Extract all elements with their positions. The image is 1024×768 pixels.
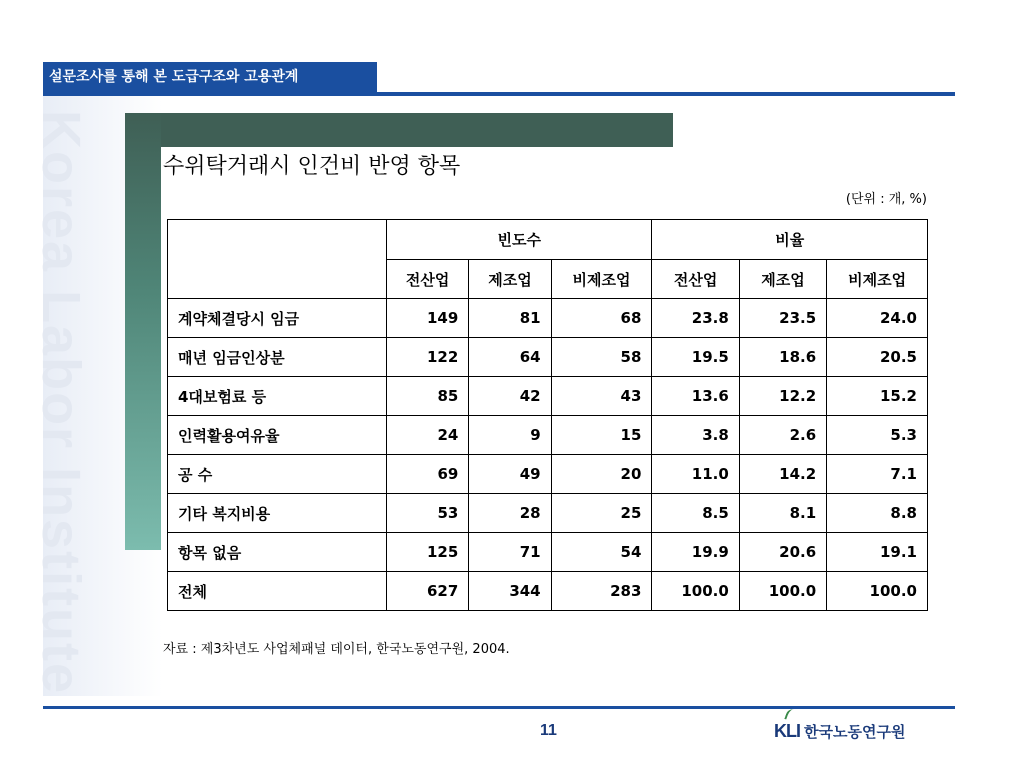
table-cell: 9: [469, 416, 551, 455]
table-cell: 53: [387, 494, 469, 533]
table-cell: 24.0: [827, 299, 928, 338]
table-cell: 24: [387, 416, 469, 455]
table-row: [168, 416, 928, 455]
table-header-row: [168, 220, 928, 260]
column-header: 제조업: [469, 260, 551, 299]
table-cell: 3.8: [652, 416, 739, 455]
column-header: 비제조업: [551, 260, 652, 299]
page-number: 11: [540, 722, 557, 739]
source-note: 자료 : 제3차년도 사업체패널 데이터, 한국노동연구원, 2004.: [163, 638, 683, 657]
header-divider: [43, 92, 955, 96]
row-label: 인력활용여유율: [168, 416, 387, 455]
table-cell: 20.5: [827, 338, 928, 377]
table-row: [168, 455, 928, 494]
table-cell: 14.2: [739, 455, 826, 494]
table-cell: 13.6: [652, 377, 739, 416]
table-row: [168, 377, 928, 416]
corner-cell: [168, 220, 387, 299]
table-cell: 71: [469, 533, 551, 572]
table-cell: 23.5: [739, 299, 826, 338]
table-cell: 8.1: [739, 494, 826, 533]
column-header: 비제조업: [827, 260, 928, 299]
kli-logo: [774, 721, 905, 742]
table-cell: 5.3: [827, 416, 928, 455]
table-cell: 42: [469, 377, 551, 416]
row-label: 전체: [168, 572, 387, 611]
data-table: [167, 219, 928, 611]
table-cell: 8.5: [652, 494, 739, 533]
table-cell: 49: [469, 455, 551, 494]
table-cell: 85: [387, 377, 469, 416]
section-title: 설문조사를 통해 본 도급구조와 고용관계: [43, 62, 377, 92]
table-row: [168, 494, 928, 533]
table-cell: 25: [551, 494, 652, 533]
table-cell: 100.0: [827, 572, 928, 611]
table-cell: 15: [551, 416, 652, 455]
row-label: 계약체결당시 임금: [168, 299, 387, 338]
table-cell: 58: [551, 338, 652, 377]
table-row: [168, 533, 928, 572]
table-cell: 627: [387, 572, 469, 611]
row-label: 4대보험료 등: [168, 377, 387, 416]
column-header: 제조업: [739, 260, 826, 299]
column-header: 전산업: [387, 260, 469, 299]
table-cell: 15.2: [827, 377, 928, 416]
table-cell: 19.1: [827, 533, 928, 572]
table-cell: 64: [469, 338, 551, 377]
table-row-total: [168, 572, 928, 611]
table-cell: 122: [387, 338, 469, 377]
table-cell: 344: [469, 572, 551, 611]
column-header: 전산업: [652, 260, 739, 299]
table-row: [168, 338, 928, 377]
table-cell: 23.8: [652, 299, 739, 338]
table-cell: 43: [551, 377, 652, 416]
row-label: 기타 복지비용: [168, 494, 387, 533]
table-cell: 28: [469, 494, 551, 533]
table-cell: 125: [387, 533, 469, 572]
table-cell: 20.6: [739, 533, 826, 572]
row-label: 공 수: [168, 455, 387, 494]
table-cell: 69: [387, 455, 469, 494]
table-cell: 2.6: [739, 416, 826, 455]
table-cell: 11.0: [652, 455, 739, 494]
table-cell: 100.0: [652, 572, 739, 611]
table-row: [168, 299, 928, 338]
group-header-frequency: 빈도수: [387, 220, 652, 260]
table-cell: 81: [469, 299, 551, 338]
table-cell: 68: [551, 299, 652, 338]
table-cell: 19.5: [652, 338, 739, 377]
footer-divider: [43, 706, 955, 709]
table-cell: 54: [551, 533, 652, 572]
logo-mark: [774, 721, 800, 742]
table-cell: 18.6: [739, 338, 826, 377]
row-label: 매년 임금인상분: [168, 338, 387, 377]
watermark-text: Korea Labor Institute: [31, 110, 91, 696]
table-cell: 100.0: [739, 572, 826, 611]
table-cell: 7.1: [827, 455, 928, 494]
side-decor-bar: [125, 113, 161, 550]
table-cell: 283: [551, 572, 652, 611]
table-cell: 149: [387, 299, 469, 338]
unit-label: (단위 : 개, %): [845, 192, 927, 207]
logo-mark-text: KLI: [774, 721, 800, 741]
table-cell: 12.2: [739, 377, 826, 416]
title-decor-bar: [125, 113, 673, 147]
row-label: 항목 없음: [168, 533, 387, 572]
table-cell: 20: [551, 455, 652, 494]
group-header-ratio: 비율: [652, 220, 928, 260]
table-cell: 19.9: [652, 533, 739, 572]
table-title: 수위탁거래시 인건비 반영 항목: [163, 147, 939, 187]
table-cell: 8.8: [827, 494, 928, 533]
logo-name: 한국노동연구원: [804, 723, 906, 741]
